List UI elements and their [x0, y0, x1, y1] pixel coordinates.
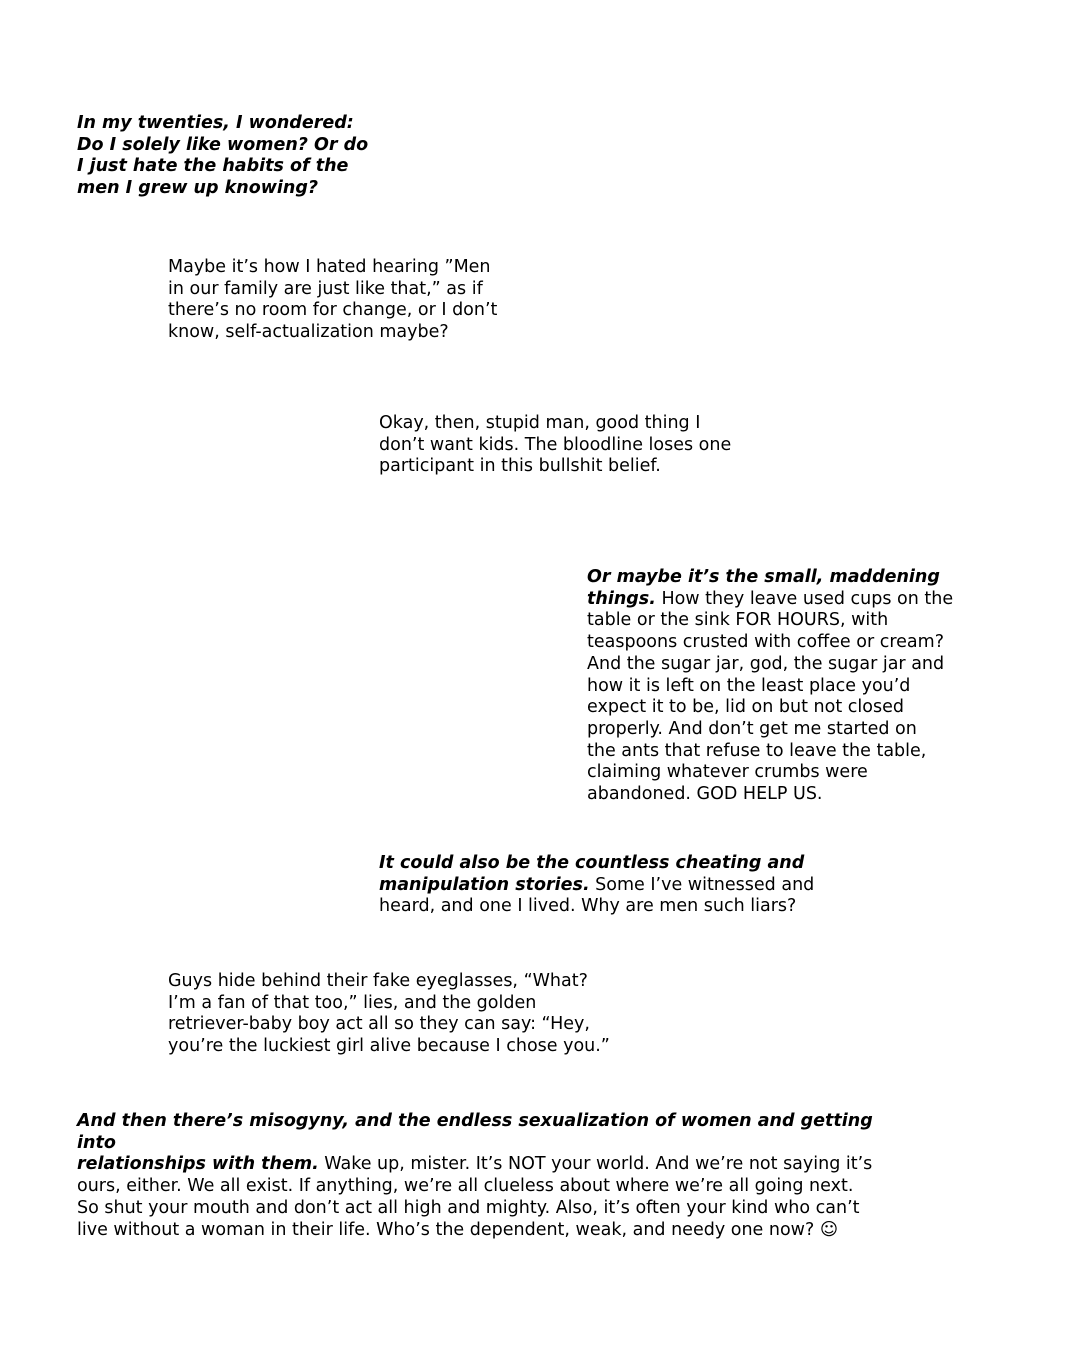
paragraph-bloodline [379, 413, 779, 478]
paragraph-body: Guys hide behind their fake eyeglasses, “What? I’m a fan of that too,” lies, and the golden retriever-baby boy act all so they can say: “Hey, you’re the luckiest girl alive because I chose you.” [168, 971, 610, 1057]
paragraph-body: Maybe it’s how I hated hearing ”Men in our family are just like that,” as if there’s no room for change, or I don’t know, self-actualization maybe? [168, 257, 498, 343]
paragraph-body: Wake up, mister. It’s NOT your world. And we’re not saying it’s ours, either. We all exist. If anything, we’re all clueless about where we’re all going next. So shut your mouth and don’t act all high and mighty. Also, it’s often your kind who can’t live without a woman in their life. Who’s the dependent, weak, and needy one now? ☺ [77, 1154, 873, 1240]
paragraph-body: Okay, then, stupid man, good thing I don’t want kids. The bloodline loses one participant in this bullshit belief. [379, 413, 732, 477]
paragraph-lead: Or maybe it’s the small, maddening things. [587, 567, 940, 609]
paragraph-fake-eyeglasses [168, 971, 628, 1058]
paragraph-lead: And then there’s misogyny, and the endless sexualization of women and getting into relationships with them. [77, 1111, 873, 1175]
paragraph-body: Some I’ve witnessed and heard, and one I lived. Why are men such liars? [379, 874, 815, 917]
paragraph-body: How they leave used cups on the table or the sink FOR HOURS, with teaspoons crusted with coffee or cream? And the sugar jar, god, the sugar jar and how it is left on the least place you’d expect it to be, lid on but not closed properly. And don’t get me started on the ants that refuse to leave the table, claiming whatever crumbs were abandoned. GOD HELP US. [587, 588, 954, 805]
paragraph-cheating-stories [379, 853, 819, 918]
paragraph-small-things [587, 567, 967, 806]
paragraph-family-men [168, 257, 528, 344]
paragraph-lead: In my twenties, I wondered: Do I solely like women? Or do I just hate the habits of the men I grew up knowing? [77, 113, 369, 199]
paragraph-misogyny [77, 1111, 897, 1241]
paragraph-lead: It could also be the countless cheating and manipulation stories. [379, 853, 805, 895]
paragraph-twenties-question [77, 113, 377, 200]
